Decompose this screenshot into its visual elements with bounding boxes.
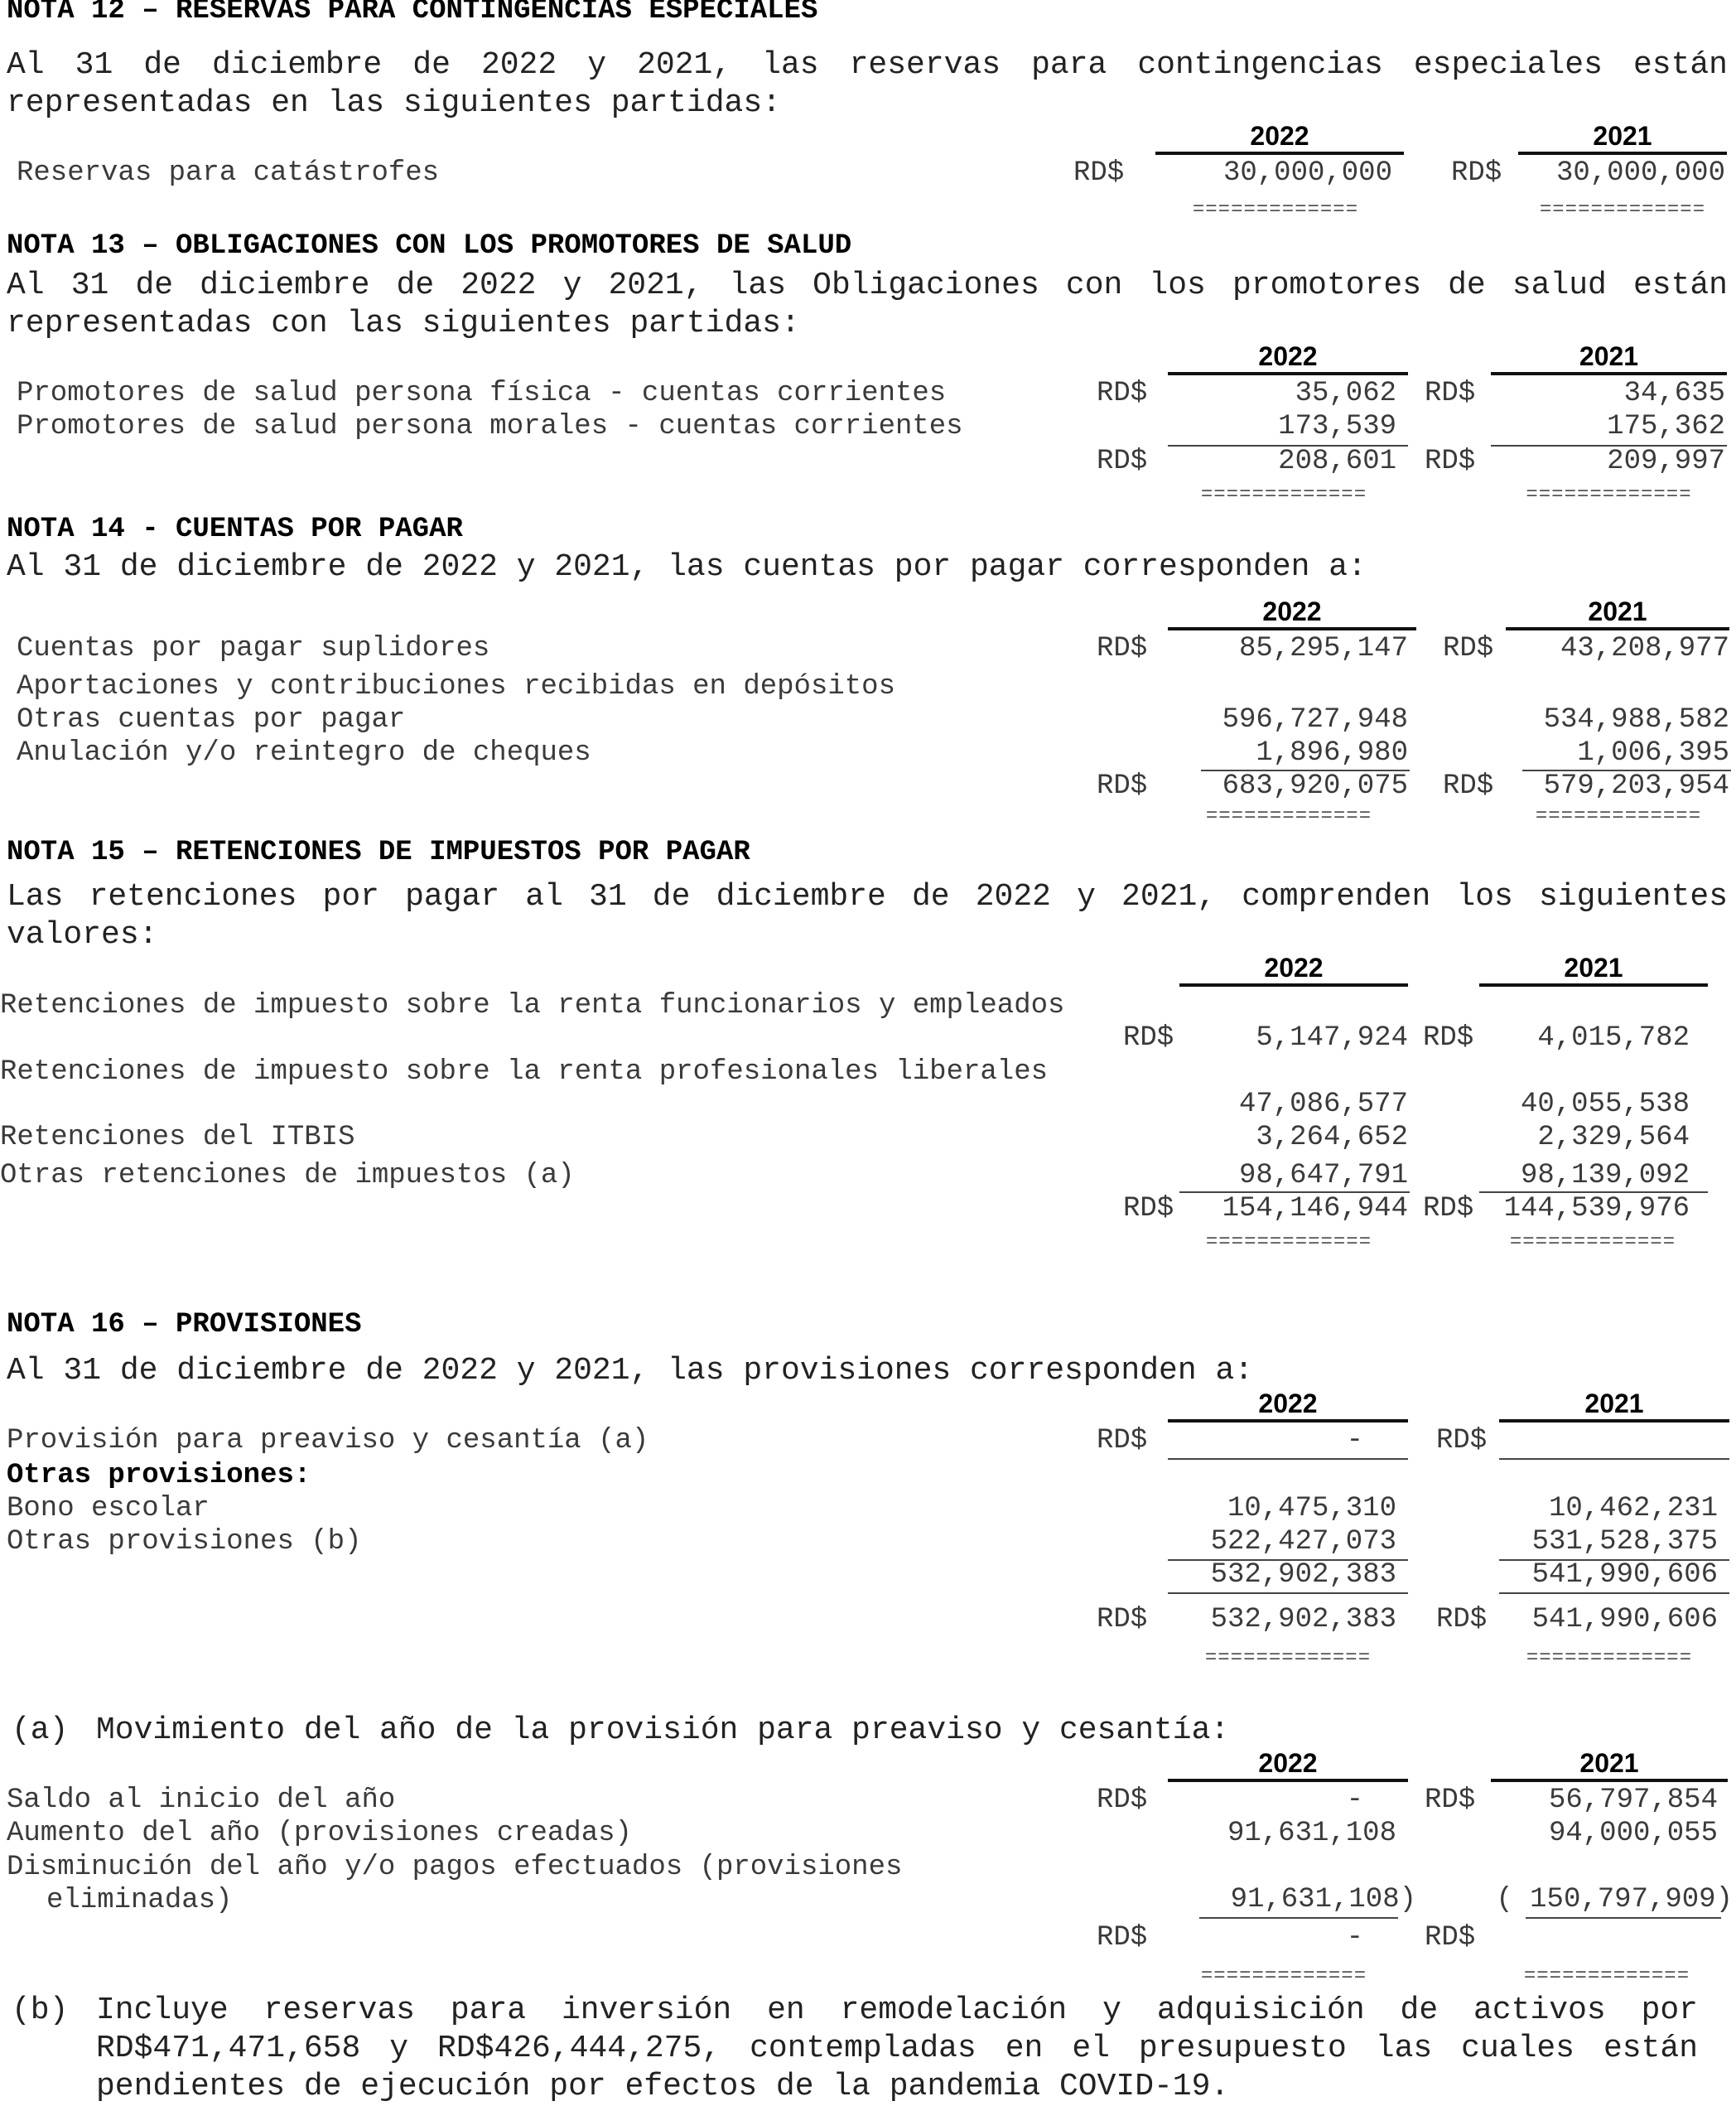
currency-label: RD$ (1097, 1604, 1148, 1635)
nota-14-row-1-value-2022: 85,295,147 (1238, 633, 1408, 664)
subtotal-rule (1526, 1917, 1721, 1919)
mov-row-2-value-2021: 94,000,055 (1548, 1818, 1718, 1849)
mov-title: Movimiento del año de la provisión para preaviso y cesantía: (96, 1712, 1230, 1748)
nota-12-year-2022: 2022 (1155, 121, 1404, 155)
mov-row-1-value-2021: 56,797,854 (1548, 1785, 1718, 1816)
nota-14-intro: Al 31 de diciembre de 2022 y 2021, las cuentas por pagar corresponden a: (7, 549, 1367, 585)
nota-12-row-label: Reservas para catástrofes (17, 157, 440, 189)
double-underline: ============= (1200, 1965, 1367, 1988)
currency-label: RD$ (1097, 1425, 1148, 1456)
nota-15-row-3-value-2022: 3,264,652 (1256, 1122, 1408, 1153)
nota-16-intro: Al 31 de diciembre de 2022 y 2021, las provisiones corresponden a: (7, 1353, 1254, 1389)
double-underline: ============= (1200, 484, 1367, 506)
nota-14-row-4-value-2021: 1,006,395 (1577, 737, 1729, 769)
nota-15-row-1-label (0, 989, 1068, 1022)
mov-row-3-value-2021: ( 150,797,909) (1496, 1884, 1733, 1915)
nota-12-title: NOTA 12 – RESERVAS PARA CONTINGENCIAS ESPECIALES (7, 0, 818, 27)
double-underline: ============= (1205, 805, 1372, 828)
nota-16-preaviso-label: Provisión para preaviso y cesantía (a) (7, 1425, 649, 1456)
nota-12-value-2022: 30,000,000 (1222, 157, 1392, 189)
nota-16-title: NOTA 16 – PROVISIONES (7, 1309, 362, 1340)
nota-15-year-2021: 2021 (1479, 953, 1708, 987)
nota-14-row-3-value-2022: 596,727,948 (1222, 704, 1408, 736)
nota-15-row-4-label: Otras retenciones de impuestos (a) (0, 1160, 575, 1191)
nota-16-row-1-value-2021: 10,462,231 (1548, 1493, 1718, 1524)
currency-label: RD$ (1123, 1193, 1174, 1224)
currency-label: RD$ (1443, 770, 1494, 802)
nota-15-row-2-value-2021: 40,055,538 (1520, 1089, 1690, 1120)
nota-16-row-2-label: Otras provisiones (b) (7, 1526, 362, 1558)
nota-16-row-2-value-2021: 531,528,375 (1531, 1526, 1718, 1558)
nota-12-year-2021: 2021 (1518, 121, 1727, 155)
mov-row-3-value-2022: 91,631,108) (1230, 1884, 1416, 1915)
mov-row-1-value-2022: - (1346, 1785, 1363, 1816)
nota-16-subtotal-2022: 532,902,383 (1210, 1559, 1396, 1591)
double-underline: ============= (1526, 484, 1692, 506)
subtotal-rule (1168, 1458, 1408, 1460)
currency-label: RD$ (1425, 378, 1476, 409)
nota-14-total-2022: 683,920,075 (1222, 770, 1408, 802)
mov-year-2021: 2021 (1491, 1748, 1728, 1782)
mov-row-3-label-text: Disminución del año y/o pagos efectuados (provisiones eliminadas) (7, 1852, 903, 1916)
nota-14-row-1-label: Cuentas por pagar suplidores (17, 633, 490, 664)
nota-13-intro: Al 31 de diciembre de 2022 y 2021, las Obligaciones con los promotores de salud están representadas con las siguientes partidas: (7, 268, 1728, 341)
currency-label: RD$ (1097, 446, 1148, 477)
currency-label: RD$ (1423, 1022, 1474, 1054)
nota-15-row-4-value-2022: 98,647,791 (1238, 1160, 1408, 1191)
nota-16-year-2022: 2022 (1168, 1389, 1408, 1423)
currency-label: RD$ (1073, 157, 1125, 189)
nota-13-row-1-value-2022: 35,062 (1295, 378, 1396, 409)
nota-15-total-2022: 154,146,944 (1222, 1193, 1408, 1224)
subtotal-rule (1168, 1592, 1408, 1594)
nota-14-row-3-label: Otras cuentas por pagar (17, 704, 406, 736)
nota-13-row-1-label: Promotores de salud persona física - cuentas corrientes (17, 378, 947, 409)
currency-label: RD$ (1097, 770, 1148, 802)
nota-16-total-2022: 532,902,383 (1210, 1604, 1396, 1635)
subtotal-rule (1499, 1458, 1729, 1460)
nota-15-row-1-value-2021: 4,015,782 (1537, 1022, 1690, 1054)
nota-13-row-1-value-2021: 34,635 (1623, 378, 1725, 409)
nota-13-row-2-label: Promotores de salud persona morales - cuentas corrientes (17, 411, 963, 442)
nota-13-year-2021: 2021 (1491, 341, 1727, 375)
nota-15-title: NOTA 15 – RETENCIONES DE IMPUESTOS POR PAGAR (7, 837, 750, 868)
mov-row-2-value-2022: 91,631,108 (1227, 1818, 1396, 1849)
nota-16-year-2021: 2021 (1499, 1389, 1729, 1423)
currency-label: RD$ (1425, 1922, 1476, 1954)
currency-label: RD$ (1097, 1785, 1148, 1816)
subtotal-rule (1199, 1917, 1398, 1919)
nota-15-row-4-value-2021: 98,139,092 (1520, 1160, 1690, 1191)
nota-13-row-2-value-2021: 175,362 (1607, 411, 1725, 442)
nota-14-row-2-label: Aportaciones y contribuciones recibidas en depósitos (17, 671, 895, 703)
currency-label: RD$ (1443, 633, 1494, 664)
currency-label: RD$ (1436, 1425, 1488, 1456)
nota-15-intro: Las retenciones por pagar al 31 de diciembre de 2022 y 2021, comprenden los siguientes valores: (7, 879, 1728, 953)
double-underline: ============= (1535, 805, 1702, 828)
mov-row-3-label (7, 1851, 943, 1917)
nota-15-row-1-label-text: Retenciones de impuesto sobre la renta funcionarios y empleados (0, 990, 1065, 1022)
nota-15-row-2-label-text: Retenciones de impuesto sobre la renta profesionales liberales (0, 1056, 1049, 1088)
nota-14-row-4-label: Anulación y/o reintegro de cheques (17, 737, 591, 769)
nota-13-row-2-value-2022: 173,539 (1278, 411, 1396, 442)
nota-16-row-2-value-2022: 522,427,073 (1210, 1526, 1396, 1558)
mov-year-2022: 2022 (1168, 1748, 1408, 1782)
currency-label: RD$ (1097, 378, 1148, 409)
currency-label: RD$ (1425, 1785, 1476, 1816)
currency-label: RD$ (1097, 633, 1148, 664)
nota-13-total-2022: 208,601 (1278, 446, 1396, 477)
mov-row-2-label: Aumento del año (provisiones creadas) (7, 1818, 632, 1849)
currency-label: RD$ (1097, 1922, 1148, 1954)
note-b-text: Incluye reservas para inversión en remodelación y adquisición de activos por RD$471,471,658 y RD$426,444,275, contempladas en el presupuesto las cuales están pendientes de ejecución por efectos de la pandemia COVID-19. (96, 1992, 1698, 2104)
nota-16-total-2021: 541,990,606 (1531, 1604, 1718, 1635)
double-underline: ============= (1509, 1231, 1676, 1253)
nota-13-title: NOTA 13 – OBLIGACIONES CON LOS PROMOTORES DE SALUD (7, 230, 852, 262)
nota-14-row-4-value-2022: 1,896,980 (1256, 737, 1408, 769)
double-underline: ============= (1204, 1647, 1372, 1669)
mov-row-1-label: Saldo al inicio del año (7, 1785, 396, 1816)
subtotal-rule (1499, 1592, 1729, 1594)
nota-16-otras-provisiones-label: Otras provisiones: (7, 1460, 311, 1491)
currency-label: RD$ (1425, 446, 1476, 477)
nota-15-row-2-value-2022: 47,086,577 (1238, 1089, 1408, 1120)
mov-total-2022: - (1346, 1922, 1363, 1954)
nota-15-total-2021: 144,539,976 (1503, 1193, 1690, 1224)
nota-13-year-2022: 2022 (1168, 341, 1408, 375)
currency-label: RD$ (1123, 1022, 1174, 1054)
nota-14-title: NOTA 14 - CUENTAS POR PAGAR (7, 514, 463, 545)
nota-15-row-3-label: Retenciones del ITBIS (0, 1122, 355, 1153)
nota-14-year-2022: 2022 (1168, 597, 1416, 630)
nota-14-row-3-value-2021: 534,988,582 (1543, 704, 1729, 736)
double-underline: ============= (1523, 1965, 1690, 1988)
nota-14-row-1-value-2021: 43,208,977 (1560, 633, 1729, 664)
nota-15-row-2-label (0, 1055, 1068, 1089)
currency-label: RD$ (1436, 1604, 1488, 1635)
nota-16-row-1-label: Bono escolar (7, 1493, 210, 1524)
note-b-marker: (b) (12, 1992, 69, 2028)
mov-marker: (a) (12, 1712, 69, 1748)
nota-13-total-2021: 209,997 (1607, 446, 1725, 477)
nota-14-total-2021: 579,203,954 (1543, 770, 1729, 802)
nota-12-value-2021: 30,000,000 (1555, 157, 1725, 189)
nota-14-year-2021: 2021 (1506, 597, 1729, 630)
nota-15-row-1-value-2022: 5,147,924 (1256, 1022, 1408, 1054)
nota-15-row-3-value-2021: 2,329,564 (1537, 1122, 1690, 1153)
nota-16-preaviso-value-2022: - (1346, 1425, 1363, 1456)
double-underline: ============= (1526, 1647, 1693, 1669)
double-underline: ============= (1192, 199, 1359, 221)
double-underline: ============= (1539, 199, 1706, 221)
nota-15-year-2022: 2022 (1179, 953, 1408, 987)
nota-16-row-1-value-2022: 10,475,310 (1227, 1493, 1396, 1524)
currency-label: RD$ (1423, 1193, 1474, 1224)
nota-16-subtotal-2021: 541,990,606 (1531, 1559, 1718, 1591)
double-underline: ============= (1205, 1231, 1372, 1253)
currency-label: RD$ (1451, 157, 1502, 189)
nota-12-intro: Al 31 de diciembre de 2022 y 2021, las reservas para contingencias especiales están representadas en las siguientes partidas: (7, 47, 1728, 121)
